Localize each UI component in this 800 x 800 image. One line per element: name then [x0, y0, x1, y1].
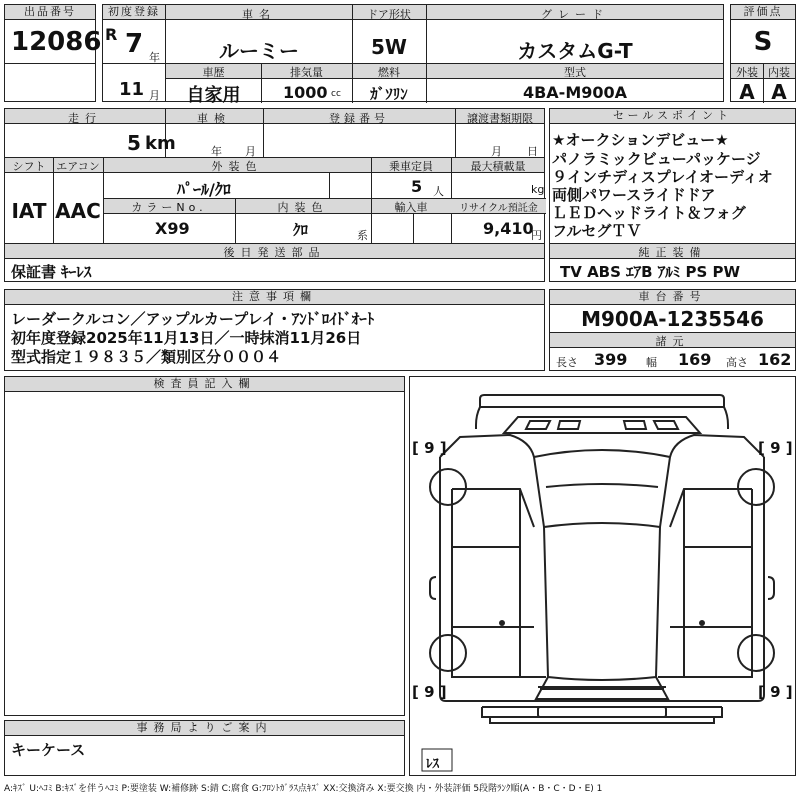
transfer-day-unit: 日: [527, 145, 538, 158]
mileage-value: 5: [127, 131, 141, 155]
max-load-label: 最大積載量: [470, 160, 526, 173]
length-value: 399: [594, 350, 628, 369]
height-label: 高さ: [726, 356, 748, 369]
sales-point-line: 両側パワースライドドア: [552, 186, 716, 204]
sales-point-line: ＬＥＤヘッドライト＆フォグ: [552, 204, 746, 222]
notes-box: [4, 289, 545, 371]
tire-front-left-depth: 9: [424, 439, 435, 457]
tire-front-right: [ 9 ]: [758, 439, 793, 457]
interior-color-value: ｸﾛ: [293, 221, 309, 239]
exterior-color-label: 外装色: [211, 160, 263, 173]
displacement-value: 1000: [283, 83, 328, 102]
width-value: 169: [678, 350, 712, 369]
shift-value: IAT: [11, 199, 47, 223]
exterior-color-value: ﾊﾟｰﾙ/ｸﾛ: [177, 180, 231, 199]
lot-box: [4, 4, 102, 102]
height-value: 162: [758, 350, 792, 369]
chassis-box: [549, 289, 796, 371]
sales-point-line: パノラミックビューパッケージ: [552, 150, 761, 168]
displacement-unit: cc: [331, 89, 341, 99]
inspection-label: 車検: [197, 112, 231, 125]
damage-diagram: [409, 376, 796, 776]
max-load-unit: kg: [531, 183, 545, 196]
interior-color-unit: 系: [357, 229, 368, 242]
capacity-value: 5: [411, 177, 423, 196]
equipment-label: 純正装備: [638, 246, 707, 259]
later-parts-value: 保証書 ｷｰﾚｽ: [11, 263, 92, 281]
mileage-unit: km: [145, 133, 176, 154]
chassis-label: 車台番号: [550, 290, 795, 305]
capacity-unit: 人: [433, 185, 444, 198]
door-label: ドア形状: [367, 8, 411, 21]
fuel-value: ｶﾞｿﾘﾝ: [370, 85, 408, 103]
transfer-month-unit: 月: [491, 145, 502, 158]
inspection-year-unit: 年: [211, 145, 222, 158]
color-no-value: X99: [155, 219, 190, 238]
later-parts-label: 後日発送部品: [223, 246, 326, 259]
inspection-month-unit: 月: [245, 145, 256, 158]
lot-number: 12086: [11, 27, 102, 57]
model-label: 型式: [564, 66, 586, 79]
reg-year-unit: 年: [149, 51, 160, 64]
office-box: [4, 720, 405, 776]
tire-front-left: [ 9 ]: [412, 439, 447, 457]
fuel-label: 燃料: [378, 66, 400, 79]
history-label: 車歴: [202, 66, 225, 79]
sales-point-line: ★オークションデビュー★: [552, 131, 729, 149]
tire-rear-left-depth: 9: [424, 683, 435, 701]
equipment-value: TV ABS ｴｱB ｱﾙﾐ PS PW: [560, 263, 741, 281]
notes-line: 型式指定１９８３５／類別区分０００４: [11, 348, 282, 366]
legend-text: A:ｷｽﾞ U:ﾍｺﾐ B:ｷｽﾞを伴うﾍｺﾐ P:要塗装 W:補修跡 S:錆 C:腐食 G:ﾌﾛﾝﾄｶﾞﾗｽ点ｷｽﾞ XX:交換済み X:要交換 内・外装評価 5段階ﾗﾝｸ順(A・B・C・D・E) 1: [4, 784, 603, 794]
chassis-number: M900A-1235546: [581, 307, 764, 331]
recycle-value: 9,410: [483, 219, 534, 238]
notes-line: レーダークルコン／アップルカープレイ・ｱﾝﾄﾞﾛｲﾄﾞｵｰﾄ: [11, 310, 375, 328]
color-no-label: カラーNo.: [131, 201, 207, 214]
interior-color-label: 内装色: [277, 201, 329, 214]
capacity-label: 乗車定員: [389, 160, 433, 173]
inspector-label: 検査員記入欄: [5, 377, 404, 392]
grade: カスタムG-T: [517, 39, 633, 63]
notes-label: 注意事項欄: [5, 290, 544, 305]
spare-tire: ﾚｽ: [426, 757, 439, 772]
score-box: [730, 4, 796, 102]
aircon-label: エアコン: [56, 160, 100, 173]
dims-label: 諸元: [655, 335, 690, 348]
import-label: 輸入車: [394, 201, 428, 214]
tire-rear-right-depth: 9: [770, 683, 781, 701]
reg-label: 初度登録: [103, 5, 165, 20]
office-value: キーケース: [11, 741, 86, 759]
recycle-label: リサイクル預託金: [459, 203, 538, 214]
shift-label: シフト: [12, 160, 46, 173]
regno-label: 登録番号: [329, 112, 389, 125]
aircon-value: AAC: [55, 199, 101, 223]
tire-rear-left: [ 9 ]: [412, 683, 447, 701]
car-outline-diagram: [410, 377, 795, 775]
office-label: 事務局よりご案内: [5, 721, 404, 736]
recycle-unit: 円: [531, 229, 542, 242]
tire-front-right-depth: 9: [770, 439, 781, 457]
lot-label: 出品番号: [5, 5, 95, 20]
displacement-label: 排気量: [290, 66, 323, 79]
sales-point-line: ９インチディスプレイオーディオ: [552, 168, 773, 186]
history-value: 自家用: [186, 85, 241, 106]
exterior-label: 外装: [736, 66, 758, 79]
mileage-label: 走行: [68, 112, 102, 125]
interior-label: 内装: [768, 66, 790, 79]
transfer-label: 譲渡書類期限: [467, 112, 533, 125]
car-name: ルーミー: [219, 39, 299, 63]
score-label: 評価点: [731, 5, 795, 20]
exterior-score: A: [739, 80, 755, 104]
vehicle-detail-box: [4, 108, 545, 282]
reg-month: 11: [119, 79, 145, 100]
score-value: S: [753, 27, 773, 57]
reg-month-unit: 月: [149, 89, 160, 102]
sales-points-label: セールスポイント: [550, 109, 795, 124]
interior-score: A: [771, 80, 787, 104]
notes-line: 初年度登録2025年11月13日／一時抹消11月26日: [11, 329, 362, 347]
first-registration-box: [102, 4, 166, 102]
reg-year: 7: [125, 29, 144, 59]
grade-label: グレード: [541, 8, 609, 21]
car-info-box: [165, 4, 724, 106]
reg-era: R: [105, 25, 118, 44]
door-type: 5W: [371, 35, 407, 59]
inspector-box: [4, 376, 405, 716]
length-label: 長さ: [556, 356, 578, 369]
width-label: 幅: [646, 356, 657, 369]
car-name-label: 車名: [242, 8, 276, 21]
model-value: 4BA-M900A: [522, 83, 628, 102]
tire-rear-right: [ 9 ]: [758, 683, 793, 701]
sales-point-line: フルセグＴＶ: [552, 222, 642, 240]
